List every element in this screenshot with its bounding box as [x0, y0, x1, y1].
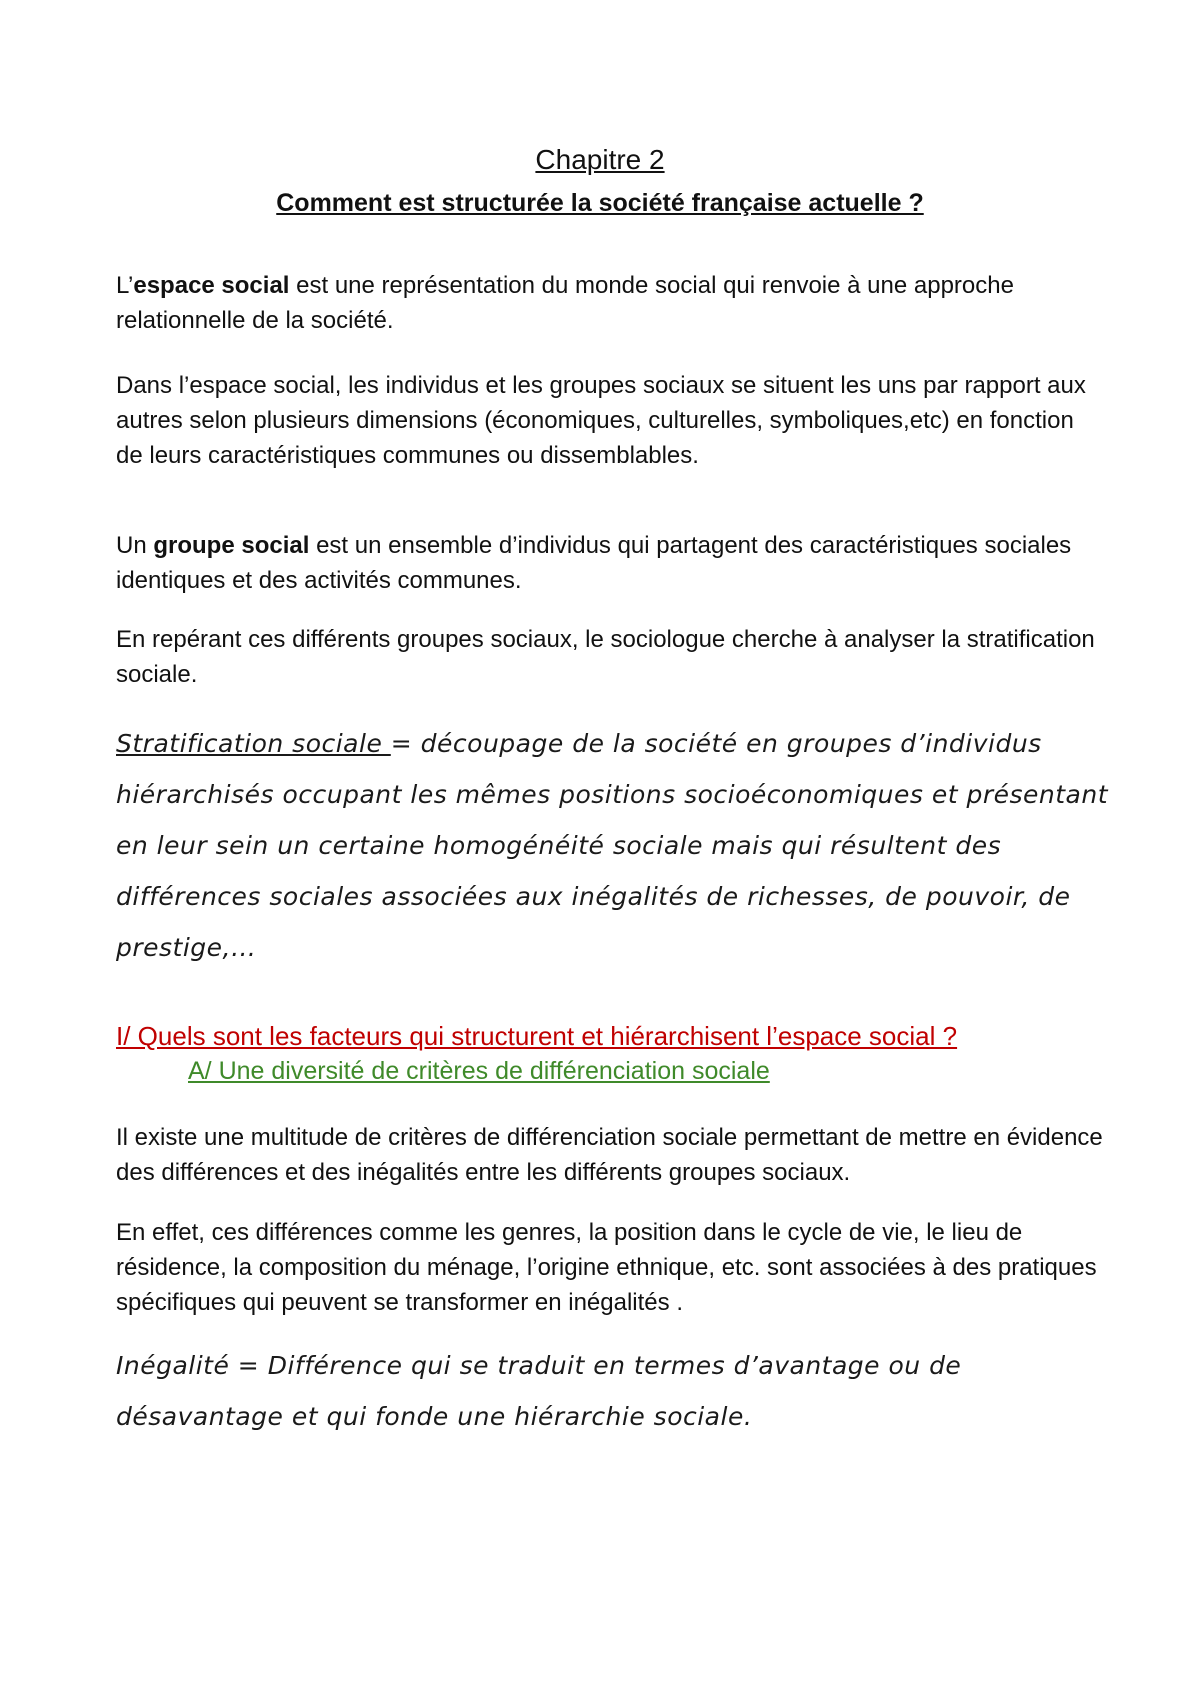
- paragraph-stratification: [116, 622, 1106, 692]
- text: Un: [116, 532, 154, 559]
- text: Dans l’espace social, les individus et les groupes sociaux se situent les uns par rapport aux autres selon plusieurs dimensions (économiques, culturelles, symboliques,etc) en fonction de leurs caractéristiques communes ou dissemblables.: [116, 372, 1086, 469]
- handwritten-definition-stratification: [116, 718, 1116, 973]
- document-subtitle: Comment est structurée la société française actuelle ?: [276, 189, 924, 217]
- subsection-heading: A/ Une diversité de critères de différenciation sociale: [188, 1057, 770, 1085]
- paragraph-criteres: [116, 1120, 1106, 1190]
- term-groupe-social: groupe social: [153, 532, 310, 559]
- handwritten-definition-inegalite: Inégalité = Différence qui se traduit en termes d’avantage ou de désavantage et qui fonde une hiérarchie sociale.: [116, 1351, 962, 1431]
- text: est une représentation du monde social qui renvoie à une approche relationnelle de la société.: [116, 272, 1014, 334]
- chapter-title: Chapitre 2: [535, 144, 665, 175]
- term-espace-social: espace social: [133, 272, 290, 299]
- definition-term: Stratification sociale: [116, 729, 391, 758]
- text: Il existe une multitude de critères de différenciation sociale permettant de mettre en évidence des différences et des inégalités entre les différents groupes sociaux.: [116, 1124, 1103, 1186]
- paragraph-espace-social: [116, 268, 1106, 338]
- paragraph-groupe-social: [116, 528, 1106, 598]
- section-heading: I/ Quels sont les facteurs qui structurent et hiérarchisent l’espace social ?: [116, 1021, 958, 1051]
- text: L’: [116, 272, 134, 299]
- definition-text: = découpage de la société en groupes d’individus hiérarchisés occupant les mêmes positions socioéconomiques et présentant en leur sein un certaine homogénéité sociale mais qui résultent des différences sociales associées aux inégalités de richesses, de pouvoir, de prestige,…: [116, 729, 1109, 962]
- paragraph-differences: [116, 1215, 1106, 1320]
- paragraph-dimensions: [116, 368, 1106, 473]
- text: est un ensemble d’individus qui partagent des caractéristiques sociales identiques et des activités communes.: [116, 532, 1072, 594]
- text: En repérant ces différents groupes sociaux, le sociologue cherche à analyser la stratification sociale.: [116, 626, 1095, 688]
- text: En effet, ces différences comme les genres, la position dans le cycle de vie, le lieu de résidence, la composition du ménage, l’origine ethnique, etc. sont associées à des pratiques spécifiques qui peuvent se transformer en inégalités .: [116, 1219, 1097, 1316]
